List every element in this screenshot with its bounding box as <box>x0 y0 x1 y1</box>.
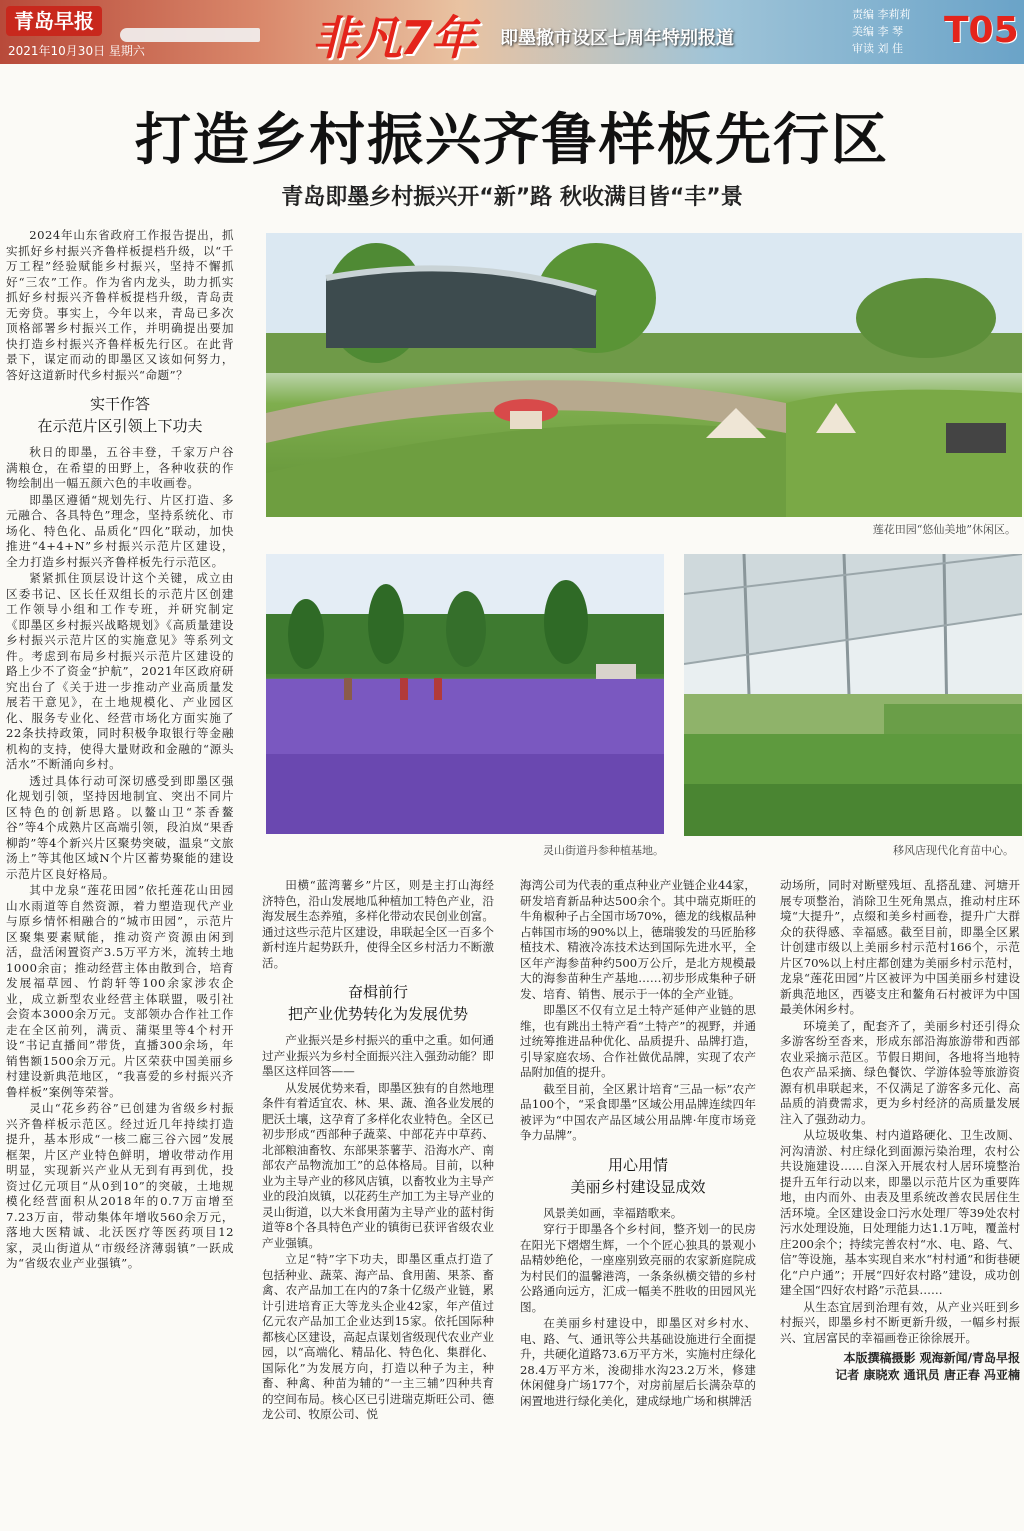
photo-greenhouse-illustration <box>684 554 1022 836</box>
body-paragraph: 从垃圾收集、村内道路硬化、卫生改厕、河沟清淤、村庄绿化到面源污染治理，农村公共设施建设……自深入开展农村人居环境整治提升五年行动以来，即墨以示范片区为重要阵地，由内而外、由表及里系统改善农民居住生活环境。全区建设金口污水处理厂等39处农村污水处理设施，日处理能力达1.1万吨，覆盖村庄200余个；持续完善农村“水、电、路、气、信”等设施，基本实现自来水“村村通”和街巷硬化“户户通”；开展“四好农村路”建设，成功创建全国“四好农村路”示范县…… <box>780 1128 1020 1297</box>
body-paragraph: 即墨区遵循“规划先行、片区打造、多元融合、各具特色”理念，坚持系统化、市场化、特色化、品质化“四化”联动，加快推进“4+4+N”乡村振兴示范片区建设，全力打造乡村振兴齐鲁样板先行示范区。 <box>6 492 234 569</box>
byline-line: 记者 康晓欢 通讯员 唐正春 冯亚楠 <box>835 1368 1020 1382</box>
body-paragraph: 穿行于即墨各个乡村间，整齐划一的民房在阳光下熠熠生辉，一个个匠心独具的景观小品精妙绝伦，一座座别致亮丽的农家新庭院成为村民们的温馨港湾，一条条纵横交错的乡村公路通向远方，汇成一幅美不胜收的田园风光图。 <box>520 1222 756 1314</box>
body-paragraph: 风景美如画，幸福踏歌来。 <box>543 1205 683 1220</box>
article-byline <box>780 1350 1020 1384</box>
body-paragraph: 在美丽乡村建设中，即墨区对乡村水、电、路、气、通讯等公共基础设施进行全面提升，共硬化道路73.6万平方米，实施村庄绿化28.4万平方米，浚砌排水沟23.2万米，修建休闲健身广场177个，对房前屋后长满杂草的闲置地进行绿化美化，建成绿地广场和棋牌活 <box>520 1316 756 1408</box>
section-heading-3 <box>520 1154 756 1198</box>
lead-paragraph: 2024年山东省政府工作报告提出，抓实抓好乡村振兴齐鲁样板提档升级，以“千万工程”经验赋能乡村振兴，坚持不懈抓好“三农”工作。作为省内龙头，助力抓实抓好乡村振兴齐鲁样板提档升级，青岛责无旁贷。事实上，今年以来，青岛已多次顶格部署乡村振兴工作，并明确提出要加快打造乡村振兴齐鲁样板先行区。在此背景下，谋定而动的即墨区又该如何努力，答好这道新时代乡村振兴“命题”？ <box>6 228 234 382</box>
body-paragraph: 透过具体行动可深切感受到即墨区强化规划引领，坚持因地制宜、突出不同片区特色的创新思路。以鳌山卫“茶香鳌谷”等4个成熟片区高端引领，段泊岚“果香柳韵”等4个新兴片区聚势突破，温泉“文旅汤上”等其他区域N个片区蓄势聚能的建设示范片区良好格局。 <box>6 773 234 881</box>
photo-lotus-garden-leisure-area <box>266 233 1022 517</box>
body-paragraph: 秋日的即墨，五谷丰登，千家万户谷满粮仓，在希望的田野上，各种收获的作物绘制出一幅五颜六色的丰收画卷。 <box>6 445 234 490</box>
article-column-1 <box>6 228 234 1273</box>
section-heading-line: 在示范片区引领上下功夫 <box>37 417 203 435</box>
section-heading-line: 美丽乡村建设显成效 <box>570 1177 706 1196</box>
photo-caption-3: 移风店现代化育苗中心。 <box>893 844 1014 857</box>
article-column-3 <box>520 878 756 1410</box>
body-paragraph: 其中龙泉“莲花田园”依托莲花山田园山水雨道等自然资源，着力塑造现代产业与原乡情怀相融合的“城市田园”，示范片区聚集要素赋能，推动资产资源由闲到活，盘活闲置资产3.5万平方米，流转土地1000余亩；推动经营主体由散到合，培育发展福草园、竹韵轩等100余家涉农企业，成立新型农业经营主体联盟，吸引社会资本3000余万元。支部领办合作社工作走在全区前列，满贡、蒲渠里等4个村开设“书记直播间”带货，直播300余场，年销售额1500余万元。片区荣获中国美丽乡村建设新典范地区，“我喜爱的乡村振兴齐鲁样板”案例等荣誉。 <box>6 883 234 1099</box>
photo-lotus-garden-illustration <box>266 233 1022 517</box>
photo-seedling-greenhouse <box>684 554 1022 836</box>
body-paragraph: 即墨区不仅有立足土特产延伸产业链的思维，也有跳出土特产看“土特产”的视野，并通过统筹推进品种优化、品质提升、品牌打造，引导家庭农场、合作社做优品牌，实现了农产品附加值的提升。 <box>520 1003 756 1079</box>
article-column-2 <box>262 878 494 1424</box>
body-paragraph: 立足“特”字下功夫，即墨区重点打造了包括种业、蔬菜、海产品、食用菌、果茶、畜禽、农产品加工在内的7条十亿级产业链，累计引进培育正大等龙头企业42家，年产值过亿元农产品加工企业达到15家。依托国际种都核心区建设，高起点谋划省级现代农业产业园，以“高端化、精品化、特色化、集群化、国际化”为发展方向，打造以种子为主，种畜、种禽、种苗为辅的“一主三辅”四种共育的空间布局。核心区已引进瑞克斯旺公司、德龙公司、牧原公司、悦 <box>262 1252 494 1421</box>
page-number: T05 <box>944 10 1019 51</box>
editor-credits <box>852 6 911 57</box>
section-heading-line: 把产业优势转化为发展优势 <box>287 1005 468 1023</box>
article-headline: 打造乡村振兴齐鲁样板先行区 <box>135 108 889 173</box>
article-column-4 <box>780 878 1020 1384</box>
issue-date: 2021年10月30日 星期六 <box>8 44 145 58</box>
newspaper-logo: 青岛早报 <box>6 6 102 36</box>
photo-salvia-planting-base <box>266 554 664 834</box>
section-heading-line: 用心用情 <box>607 1155 668 1174</box>
photo-caption-2: 灵山街道丹参种植基地。 <box>543 844 664 857</box>
body-paragraph: 从生态宜居到治理有效，从产业兴旺到乡村振兴，即墨乡村不断更新升级，一幅乡村振兴、宜居富民的幸福画卷正徐徐展开。 <box>780 1299 1020 1345</box>
body-paragraph: 紧紧抓住顶层设计这个关键，成立由区委书记、区长任双组长的示范片区创建工作领导小组和工作专班，并研究制定《即墨区乡村振兴战略规划》《高质量建设乡村振兴示范片区的实施意见》等系列文件。考虑到布局乡村振兴示范片区建设的路上少不了资金“护航”，2021年区政府研究出台了《关于进一步推动产业高质量发展若干意见》，在土地规模化、产业园区化、服务专业化、经营市场化方面实施了22条扶持政策，同时积极争取银行等金融机构的支持，使得大量财政和金融的“源头活水”不断涌向乡村。 <box>6 571 234 771</box>
body-paragraph: 环境美了，配套齐了，美丽乡村还引得众多游客纷至沓来，形成东部沿海旅游带和西部农业采摘示范区。节假日期间，各地将当地特色农产品采摘、绿色餐饮、学游体验等旅游资源有机串联起来，不仅满足了游客多元化、高品质的消费需求，更为乡村经济的高质量发展注入了强劲动力。 <box>780 1018 1020 1126</box>
anniversary-brand-title: 非凡7年 <box>312 11 475 64</box>
proofreader-credit: 审读 刘 佳 <box>852 42 903 55</box>
section-heading-line: 实干作答 <box>89 395 150 413</box>
body-paragraph: 从发展优势来看，即墨区独有的自然地理条件有着适宜农、林、果、蔬、渔各业发展的肥沃土壤，这孕育了多样化农业特色。全区已初步形成“西部种子蔬菜、中部花卉中草药、北部粮油畜牧、东部果茶薯芋、沿海水产、南部农产品物流加工”的总体格局。目前，以种业为主导产业的移风店镇，以畜牧业为主导产业的段泊岚镇，以花药生产加工为主导产业的灵山街道，以大米食用菌为主导产业的蓝村街道等8个各具特色产业的镇街已获评省级农业产业强镇。 <box>262 1080 494 1250</box>
body-paragraph: 灵山“花乡药谷”已创建为省级乡村振兴齐鲁样板示范区。经过近几年持续打造提升，基本形成“一核二廊三谷六园”发展框架，片区产业特色鲜明，增收带动作用明显，实现新兴产业从无到有再到优，投资过亿元项目“从0到10”的突破，土地规模化经营面积从2018年的0.7万亩增至7.23万亩，带动集体年增收560余万元，落地大医精诚、北沃医疗等医药项目12家，灵山街道从“市级经济薄弱镇”一跃成为“省级农业产业强镇”。 <box>6 1101 234 1270</box>
train-illustration-icon <box>120 28 260 42</box>
article-subheadline: 青岛即墨乡村振兴开“新”路 秋收满目皆“丰”景 <box>281 185 743 210</box>
editor-credit: 责编 李莉莉 <box>852 8 911 21</box>
section-heading-line: 奋楫前行 <box>347 983 408 1001</box>
special-report-subtitle: 即墨撤市设区七周年特别报道 <box>500 28 734 49</box>
body-paragraph: 田横“蓝湾薯乡”片区，则是主打山海经济特色，沿山发展地瓜种植加工特色产业，沿海发展生态养殖，多样化带动农民创业创富。通过这些示范片区建设，串联起全区一百多个新村连片起势跃升，使得全区乡村活力不断激活。 <box>262 878 494 970</box>
photo-salvia-field-illustration <box>266 554 664 834</box>
designer-credit: 美编 李 琴 <box>852 25 903 38</box>
body-paragraph: 截至目前，全区累计培育“三品一标”农产品100个，“采食即墨”区域公用品牌连续四年被评为“中国农产品区域公用品牌·年度市场竞争力品牌”。 <box>520 1081 756 1142</box>
photo-caption-1: 莲花田园“悠仙美地”休闲区。 <box>872 523 1016 536</box>
section-heading-1 <box>6 393 234 437</box>
byline-line: 本版撰稿摄影 观海新闻/青岛早报 <box>843 1351 1020 1365</box>
body-paragraph: 产业振兴是乡村振兴的重中之重。如何通过产业振兴为乡村全面振兴注入强劲动能？即墨区这样回答—— <box>262 1033 494 1078</box>
section-heading-2 <box>262 981 494 1025</box>
page-header-banner <box>0 0 1024 64</box>
body-paragraph: 海湾公司为代表的重点种业产业链企业44家，研发培育新品种达500余个。其中瑞克斯旺的牛角椒种子占全国市场70%，德龙的线椒品种占韩国市场的90%以上，德瑞骏发的马匠胎移植技术、精液冷冻技术达到国际先进水平，全区年产海参苗种约500万公斤，是北方规模最大的海参苗种生产基地……初步形成集种子研发、培育、销售、展示于一体的全产业链。 <box>520 878 756 1001</box>
body-paragraph: 动场所，同时对断壁残垣、乱搭乱建、河塘开展专项整治，消除卫生死角黑点，推动村庄环境“大提升”，点缀和美乡村画卷，提升广大群众的获得感、幸福感。截至目前，即墨全区累计创建市级以上美丽乡村示范村166个，示范片区70%以上村庄都创建为美丽乡村示范村，龙泉“莲花田园”片区被评为中国美丽乡村建设新典范地区，西婆支庄和鳌角石村被评为中国最美休闲乡村。 <box>780 878 1020 1016</box>
